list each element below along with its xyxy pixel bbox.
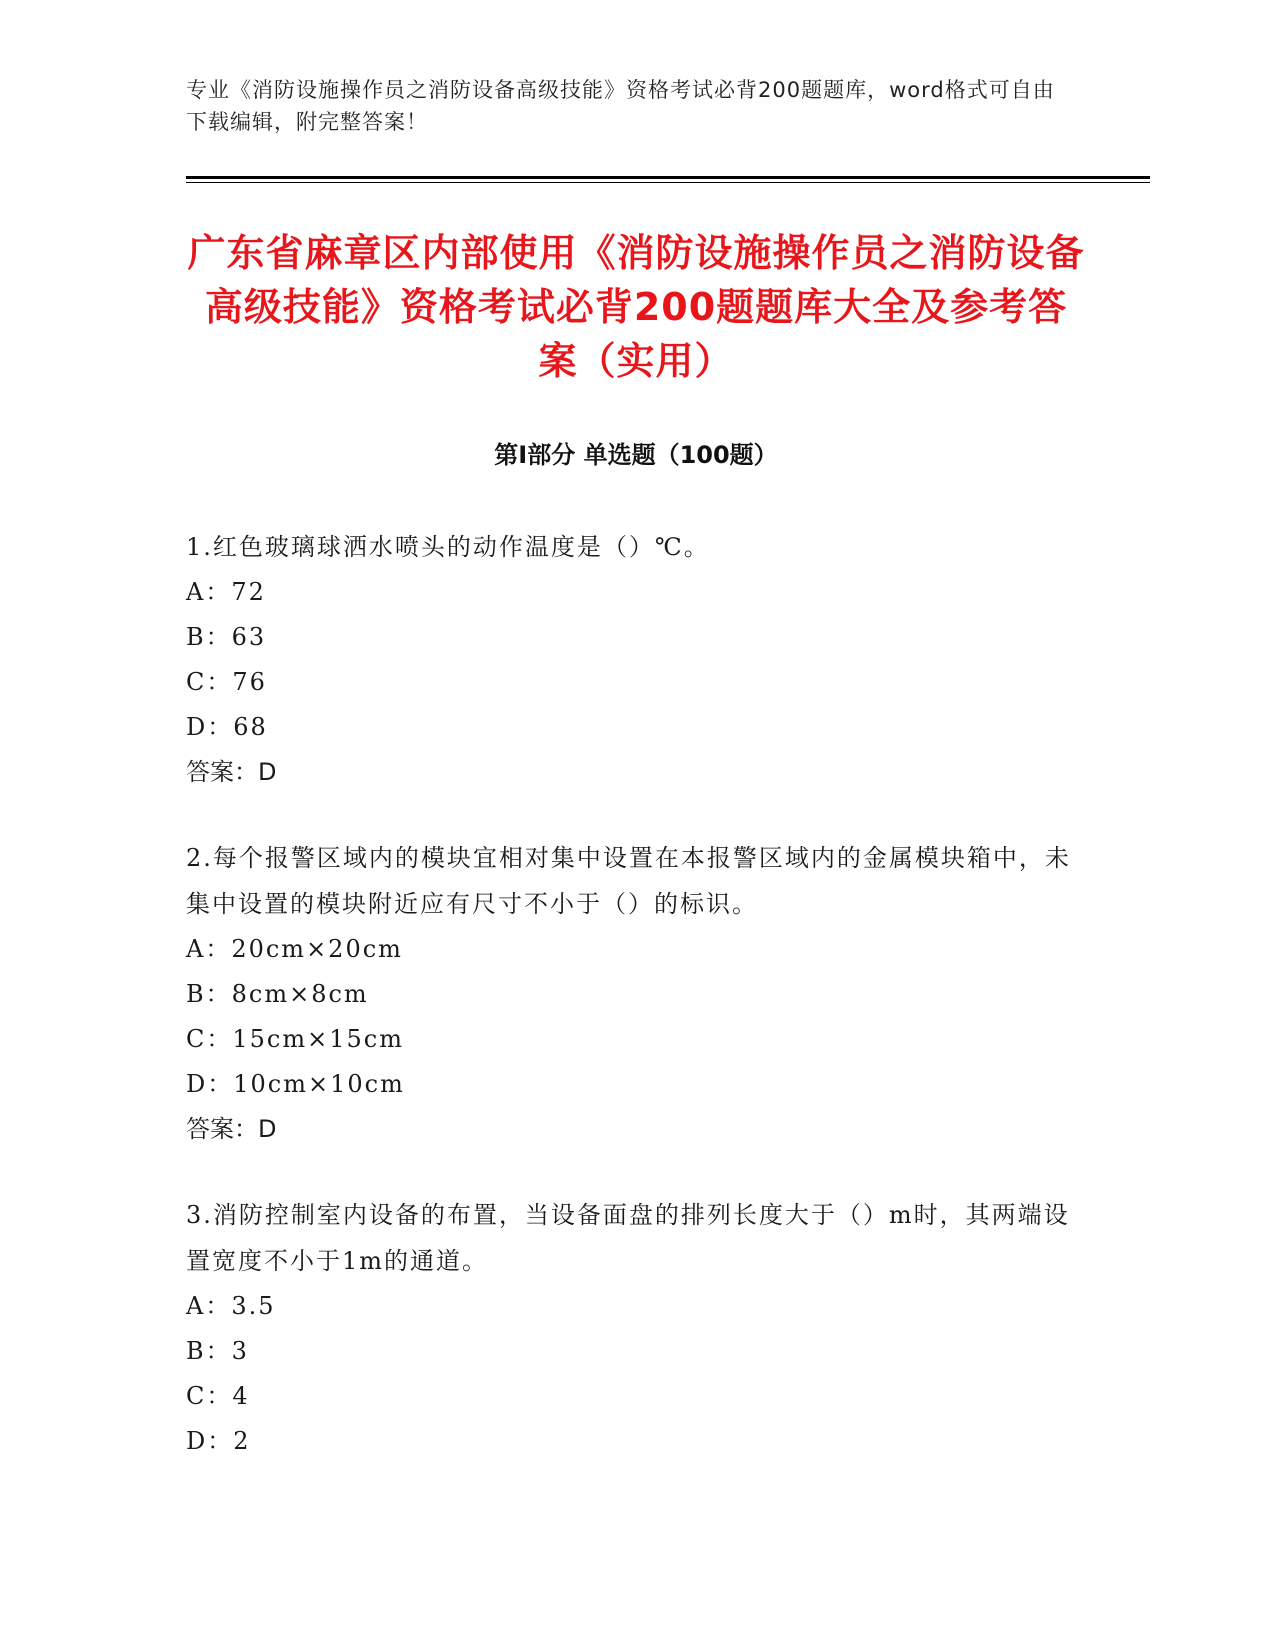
question-text: 3.消防控制室内设备的布置，当设备面盘的排列长度大于（）m时，其两端设置宽度不小于1m的通道。 — [186, 1201, 1070, 1275]
header-note: 专业《消防设施操作员之消防设备高级技能》资格考试必背200题题库，word格式可自由下载编辑，附完整答案！ — [186, 78, 1055, 134]
option-d: D：2 — [186, 1427, 251, 1455]
option-b: B：8cm×8cm — [186, 980, 369, 1008]
answer: 答案：D — [186, 758, 277, 786]
option-b: B：3 — [186, 1337, 249, 1365]
question-list — [186, 524, 1086, 1504]
option-c: C：4 — [186, 1382, 250, 1410]
section-heading: 第Ⅰ部分 单选题（100题） — [494, 441, 778, 469]
option-c: C：15cm×15cm — [186, 1025, 404, 1053]
document-title: 广东省麻章区内部使用《消防设施操作员之消防设备高级技能》资格考试必背200题题库大全及参考答案（实用） — [187, 231, 1085, 383]
question-text: 1.红色玻璃球洒水喷头的动作温度是（）℃。 — [186, 533, 710, 561]
option-b: B：63 — [186, 623, 267, 651]
option-d: D：10cm×10cm — [186, 1070, 405, 1098]
question-text: 2.每个报警区域内的模块宜相对集中设置在本报警区域内的金属模块箱中，未集中设置的模块附近应有尺寸不小于（）的标识。 — [186, 844, 1071, 918]
option-a: A：72 — [186, 578, 266, 606]
question-1 — [186, 524, 1086, 795]
header-divider-thick — [186, 176, 1150, 179]
option-a: A：20cm×20cm — [186, 935, 403, 963]
question-3 — [186, 1192, 1086, 1464]
option-a: A：3.5 — [186, 1292, 276, 1320]
option-d: D：68 — [186, 713, 268, 741]
answer: 答案：D — [186, 1115, 277, 1143]
question-2 — [186, 835, 1086, 1152]
option-c: C：76 — [186, 668, 267, 696]
header-divider-thin — [186, 182, 1150, 183]
